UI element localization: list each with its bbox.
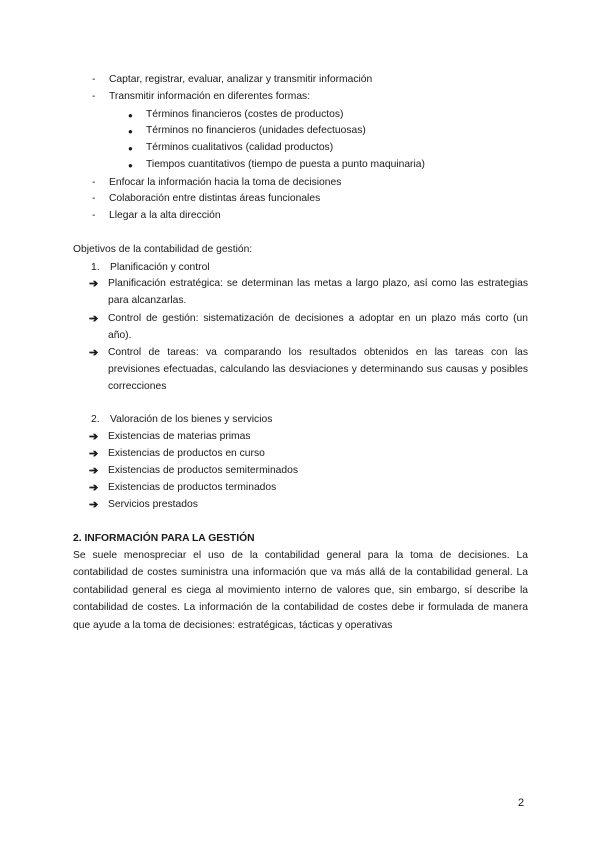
objectives-title: Objetivos de la contabilidad de gestión: (73, 244, 253, 255)
list-item-text: Llegar a la alta dirección (109, 210, 221, 221)
list-item-text: Captar, registrar, evaluar, analizar y transmitir información (109, 74, 373, 85)
bullet-icon: ● (128, 111, 133, 120)
arrow-item-text: Control de tareas: va comparando los resultados obtenidos en las tareas con las previsiones efectuadas, calculando las desviaciones y determinando sus causas y posibles correcciones (108, 347, 528, 393)
item-number: 2. (91, 414, 100, 425)
arrow-right-icon: ➔ (89, 465, 99, 477)
page-number: 2 (518, 797, 525, 809)
item-number: 1. (91, 262, 100, 273)
sub-list-item-text: Términos cualitativos (calidad productos) (146, 142, 334, 153)
arrow-right-icon: ➔ (89, 347, 99, 359)
arrow-item-text: Existencias de productos semiterminados (108, 465, 299, 476)
arrow-item-text: Planificación estratégica: se determinan las metas a largo plazo, así como las estrategias para alcanzarlas. (108, 278, 528, 307)
arrow-right-icon: ➔ (89, 482, 99, 494)
arrow-right-icon: ➔ (89, 313, 99, 325)
arrow-right-icon: ➔ (89, 431, 99, 443)
dash-marker: - (92, 193, 96, 204)
arrow-item-text: Existencias de productos en curso (108, 448, 265, 459)
section-heading: 2. INFORMACIÓN PARA LA GESTIÓN (73, 533, 255, 544)
numbered-item-text: Valoración de los bienes y servicios (110, 414, 273, 425)
arrow-right-icon: ➔ (89, 448, 99, 460)
dash-marker: - (92, 177, 96, 188)
sub-list-item-text: Términos financieros (costes de productos) (146, 109, 344, 120)
section-paragraph: Se suele menospreciar el uso de la contabilidad general para la toma de decisiones. La contabilidad de costes suministra una información que va más allá de la contabilidad general. La contabilidad general es ciega al movimiento interno de valores que, sin embargo, sí describe la contabilidad de costes. La información de la contabilidad de costes debe ir formulada de manera que ayude a la toma de decisiones: estratégicas, tácticas y operativas (73, 550, 528, 631)
bullet-icon: ● (128, 144, 133, 153)
dash-marker: - (92, 210, 96, 221)
dash-marker: - (92, 91, 96, 102)
arrow-right-icon: ➔ (89, 278, 99, 290)
arrow-right-icon: ➔ (89, 499, 99, 511)
dash-marker: - (92, 74, 96, 85)
arrow-item-text: Existencias de productos terminados (108, 482, 277, 493)
list-item-text: Transmitir información en diferentes formas: (109, 91, 311, 102)
numbered-item-text: Planificación y control (110, 262, 210, 273)
sub-list-item-text: Términos no financieros (unidades defectuosas) (146, 125, 366, 136)
list-item-text: Colaboración entre distintas áreas funcionales (109, 193, 321, 204)
list-item-text: Enfocar la información hacia la toma de decisiones (109, 177, 342, 188)
arrow-item-text: Existencias de materias primas (108, 431, 251, 442)
arrow-item-text: Servicios prestados (108, 499, 198, 510)
bullet-icon: ● (128, 161, 133, 170)
arrow-item-text: Control de gestión: sistematización de decisiones a adoptar en un plazo más corto (un año). (108, 313, 528, 342)
sub-list-item-text: Tiempos cuantitativos (tiempo de puesta a punto maquinaria) (146, 159, 425, 170)
bullet-icon: ● (128, 127, 133, 136)
